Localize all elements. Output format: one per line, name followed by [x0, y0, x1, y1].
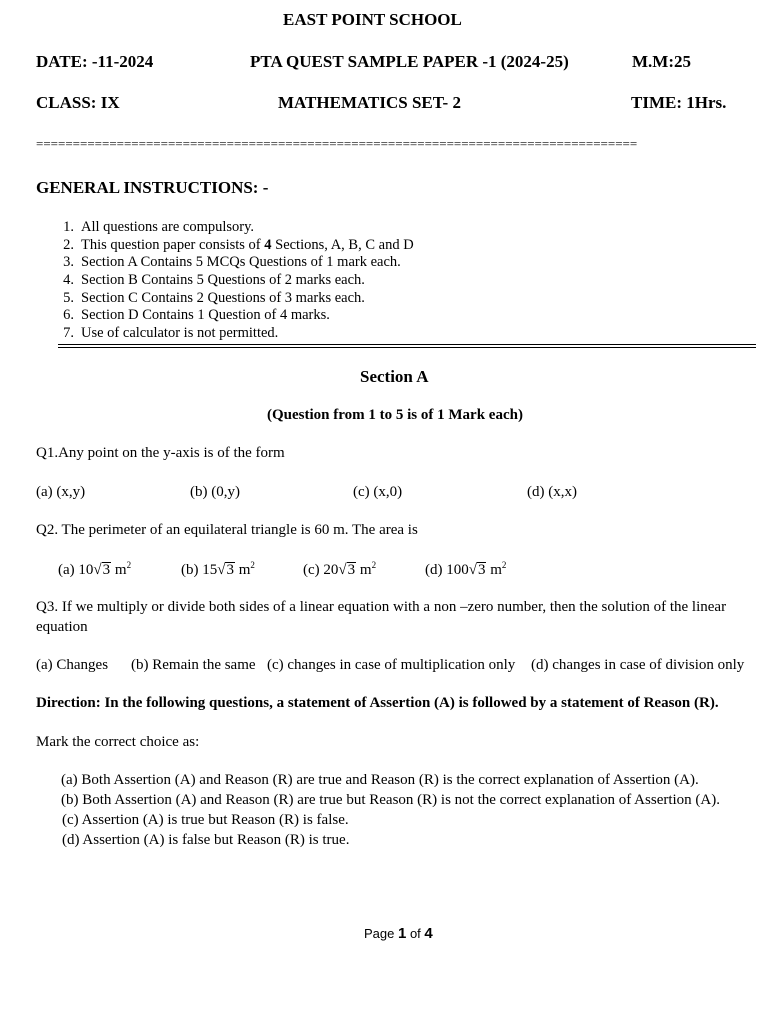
q3-text-line1: Q3. If we multiply or divide both sides of a linear equation with a non –zero number, then the solution of the linear	[36, 599, 727, 615]
q2-option-c: (c) 20√3 $m^2$	[303, 560, 377, 578]
assertion-choice-b: (b) Both Assertion (A) and Reason (R) are true but Reason (R) is not the correct explanation of Assertion (A).	[61, 792, 721, 808]
sqrt-symbol: √3	[217, 562, 234, 578]
assertion-choice-c: (c) Assertion (A) is true but Reason (R) is false.	[62, 812, 349, 828]
sqrt-symbol: √3	[468, 562, 486, 578]
time-label: TIME: 1Hrs.	[631, 93, 727, 112]
section-a-subtitle: (Question from 1 to 5 is of 1 Mark each)	[267, 407, 523, 423]
q1-option-d: (d) (x,x)	[527, 484, 577, 500]
q3-text-line2: equation	[36, 619, 88, 635]
q3-option-d: (d) changes in case of division only	[531, 657, 745, 673]
q2-option-b: (b) 15√3 $m^2$	[181, 560, 255, 578]
assertion-choice-d: (d) Assertion (A) is false but Reason (R) is true.	[62, 832, 350, 848]
q3-option-c: (c) changes in case of multiplication only	[267, 657, 516, 673]
instructions-heading: GENERAL INSTRUCTIONS: -	[36, 178, 269, 197]
q3-option-a: (a) Changes	[36, 657, 109, 673]
q1-text: Q1.Any point on the y-axis is of the form	[36, 445, 285, 461]
sqrt-symbol: √3	[338, 562, 356, 578]
school-name: EAST POINT SCHOOL	[283, 10, 462, 29]
q3-option-b: (b) Remain the same	[131, 657, 256, 673]
class-label: CLASS: IX	[36, 93, 120, 112]
double-divider	[58, 344, 756, 348]
section-a-title: Section A	[360, 367, 429, 386]
subject-label: MATHEMATICS SET- 2	[278, 93, 461, 112]
sqrt-symbol: √3	[93, 562, 111, 578]
q2-text: Q2. The perimeter of an equilateral triangle is 60 m. The area is	[36, 522, 418, 538]
paper-title: PTA QUEST SAMPLE PAPER -1 (2024-25)	[250, 52, 569, 71]
assertion-choice-a: (a) Both Assertion (A) and Reason (R) are true and Reason (R) is the correct explanation of Assertion (A).	[61, 772, 699, 788]
exam-date: DATE: -11-2024	[36, 52, 154, 71]
q2-option-d: (d) 100√3 $m^2$	[425, 560, 507, 578]
page-number: Page 1 of 4	[364, 925, 433, 942]
q2-option-a: (a) 10√3 $m^2$	[58, 560, 132, 578]
separator-line: ==================================================================================	[36, 136, 638, 151]
q1-option-c: (c) (x,0)	[353, 484, 403, 500]
mark-choice-text: Mark the correct choice as:	[36, 734, 200, 750]
q1-option-a: (a) (x,y)	[36, 484, 86, 500]
q1-option-b: (b) (0,y)	[190, 484, 240, 500]
max-marks: M.M:25	[632, 52, 692, 71]
direction-text: Direction: In the following questions, a statement of Assertion (A) is followed by a statement of Reason (R).	[36, 695, 719, 711]
